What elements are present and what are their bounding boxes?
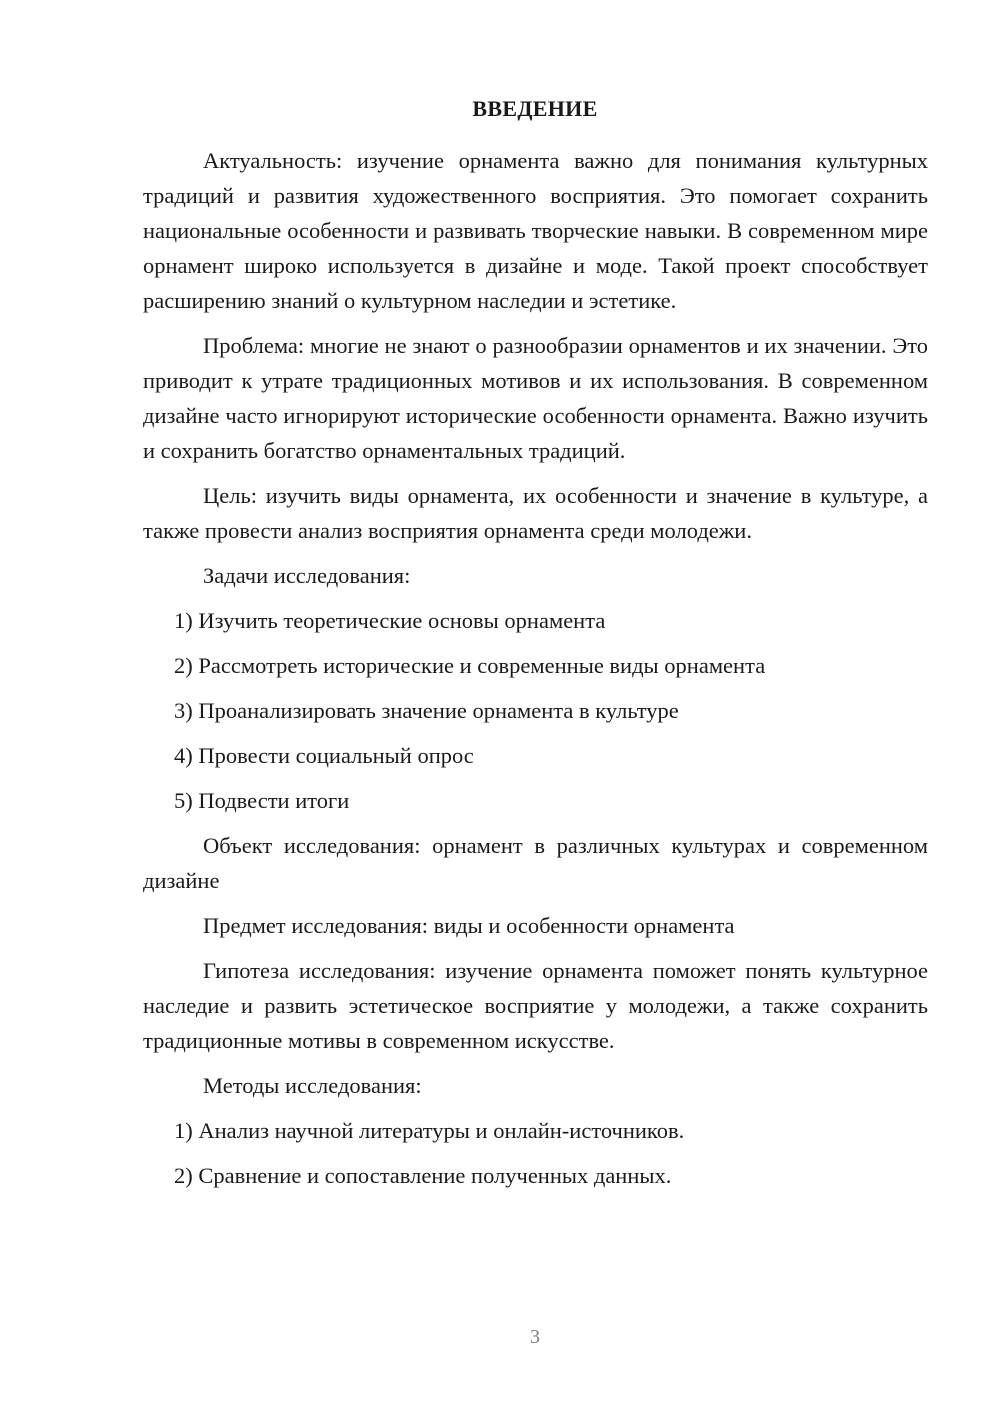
task-item: 1) Изучить теоретические основы орнамента <box>174 608 606 633</box>
goal-paragraph: Цель: изучить виды орнамента, их особенности и значение в культуре, а также провести анализ восприятия орнамента среди молодежи. <box>143 483 928 543</box>
task-item: 2) Рассмотреть исторические и современные виды орнамента <box>174 653 766 678</box>
method-item: 1) Анализ научной литературы и онлайн-источников. <box>174 1118 685 1143</box>
task-item: 3) Проанализировать значение орнамента в культуре <box>174 698 679 723</box>
relevance-paragraph: Актуальность: изучение орнамента важно для понимания культурных традиций и развития художественного восприятия. Это помогает сохранить национальные особенности и развивать творческие навыки. В современном мире орнамент широко используется в дизайне и моде. Такой проект способствует расширению знаний о культурном наследии и эстетике. <box>143 148 928 313</box>
subject-line: Предмет исследования: виды и особенности орнамента <box>203 913 735 938</box>
object-paragraph: Объект исследования: орнамент в различных культурах и современном дизайне <box>143 833 928 893</box>
task-item: 4) Провести социальный опрос <box>174 743 474 768</box>
page-number: 3 <box>530 1326 540 1348</box>
document-title: ВВЕДЕНИЕ <box>472 96 598 121</box>
hypothesis-paragraph: Гипотеза исследования: изучение орнамента поможет понять культурное наследие и развить эстетическое восприятие у молодежи, а также сохранить традиционные мотивы в современном искусстве. <box>143 958 928 1053</box>
method-item: 2) Сравнение и сопоставление полученных данных. <box>174 1163 672 1188</box>
task-item: 5) Подвести итоги <box>174 788 350 813</box>
problem-paragraph: Проблема: многие не знают о разнообразии орнаментов и их значении. Это приводит к утрате традиционных мотивов и их использования. В современном дизайне часто игнорируют исторические особенности орнамента. Важно изучить и сохранить богатство орнаментальных традиций. <box>143 333 928 463</box>
document-body <box>143 143 928 1203</box>
tasks-heading: Задачи исследования: <box>203 563 411 588</box>
methods-heading: Методы исследования: <box>203 1073 422 1098</box>
